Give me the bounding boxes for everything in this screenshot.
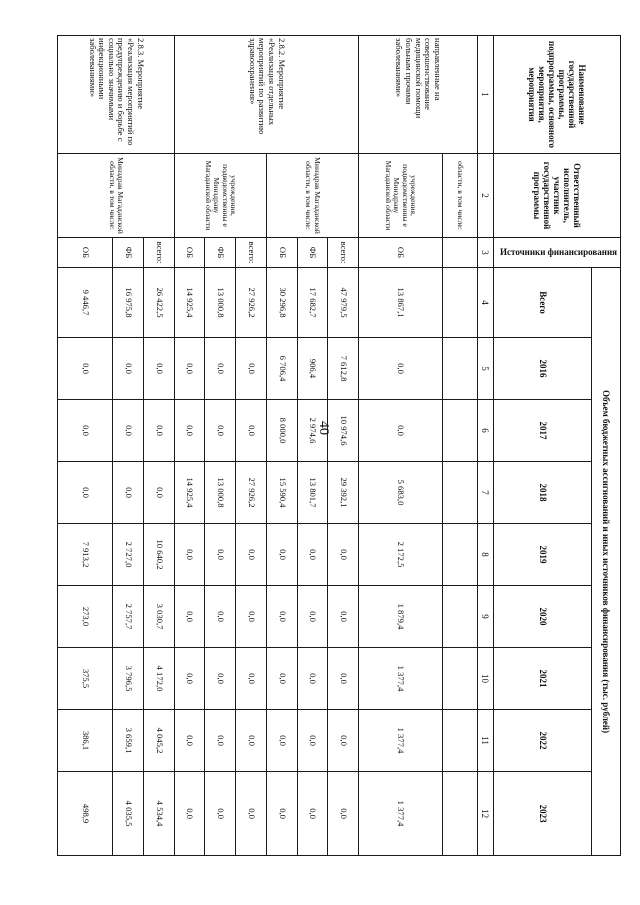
program-name-cell: направленные на совершенствование медицинской помощи больным прочими заболеваниями» [358,36,477,154]
table-row [236,36,267,856]
year-value-cell: 4 035,5 [113,772,144,856]
source-cell: ОБ [58,238,113,268]
column-number: 8 [477,524,493,586]
year-value-cell: 0,0 [174,710,205,772]
year-value-cell: 7 612,8 [328,338,359,400]
table-row [328,36,359,856]
year-value-cell: 0,0 [266,524,297,586]
year-value-cell: 273,0 [58,586,113,648]
executor-cell: учреждения, подведомственны е Минздраву Магаданской области [174,154,266,238]
year-value-cell: 13 000,8 [205,462,236,524]
header-budget-group: Объем бюджетных ассигнований и иных источников финансирования (тыс. рублей) [592,268,621,856]
year-value-cell: 0,0 [328,710,359,772]
year-value-cell: 0,0 [266,648,297,710]
year-value-cell: 0,0 [236,772,267,856]
year-value-cell: 0,0 [205,772,236,856]
year-value-cell: 0,0 [266,710,297,772]
rotated-page-content [57,35,621,855]
year-value-cell: 0,0 [205,648,236,710]
year-value-cell: 0,0 [174,338,205,400]
table-row [442,36,477,856]
year-value-cell: 0,0 [297,586,328,648]
year-value-cell: 5 683,0 [358,462,442,524]
year-value-cell: 8 000,0 [266,400,297,462]
year-value-cell: 0,0 [174,400,205,462]
column-number: 9 [477,586,493,648]
year-value-cell: 0,0 [205,524,236,586]
year-value-cell: 0,0 [297,524,328,586]
year-value-cell [442,462,477,524]
source-cell: всего: [328,238,359,268]
header-executor: Ответственный исполнитель, участник государственной программы [494,154,621,238]
year-value-cell [442,524,477,586]
year-value-cell: 0,0 [144,338,175,400]
year-value-cell [442,586,477,648]
column-number: 3 [477,238,493,268]
year-value-cell: 27 926,2 [236,462,267,524]
year-value-cell: 0,0 [205,400,236,462]
year-value-cell: 7 913,2 [58,524,113,586]
header-total: Всего [494,268,592,338]
year-value-cell: 29 392,1 [328,462,359,524]
source-cell: ОБ [358,238,442,268]
source-cell: ОБ [174,238,205,268]
year-value-cell: 1 879,4 [358,586,442,648]
year-value-cell: 0,0 [328,586,359,648]
executor-cell: Минздрав Магаданской области, в том числе: [58,154,175,238]
header-year: 2018 [494,462,592,524]
year-value-cell: 3 030,7 [144,586,175,648]
year-value-cell: 4 172,0 [144,648,175,710]
year-value-cell: 3 796,5 [113,648,144,710]
year-value-cell: 0,0 [113,400,144,462]
year-value-cell: 0,0 [328,772,359,856]
total-value-cell: 30 296,8 [266,268,297,338]
year-value-cell: 0,0 [236,524,267,586]
year-value-cell: 3 659,1 [113,710,144,772]
total-value-cell: 13 867,1 [358,268,442,338]
year-value-cell: 0,0 [205,338,236,400]
source-cell: ФБ [205,238,236,268]
year-value-cell: 0,0 [236,400,267,462]
year-value-cell: 0,0 [297,772,328,856]
year-value-cell: 0,0 [236,586,267,648]
year-value-cell [442,400,477,462]
year-value-cell: 0,0 [58,400,113,462]
year-value-cell: 0,0 [205,710,236,772]
year-value-cell: 0,0 [358,400,442,462]
year-value-cell: 14 925,4 [174,462,205,524]
source-cell: всего: [144,238,175,268]
year-value-cell: 6 706,4 [266,338,297,400]
year-value-cell: 1 377,4 [358,648,442,710]
column-number: 2 [477,154,493,238]
table-row [144,36,175,856]
header-year: 2023 [494,772,592,856]
year-value-cell: 0,0 [174,586,205,648]
column-number: 6 [477,400,493,462]
source-cell: ОБ [266,238,297,268]
year-value-cell: 0,0 [236,338,267,400]
page-number: 40 [316,421,331,435]
year-value-cell: 906,4 [297,338,328,400]
year-value-cell [442,338,477,400]
header-source [494,238,621,268]
executor-cell: области, в том числе: [442,154,477,238]
year-value-cell [442,772,477,856]
year-value-cell: 0,0 [205,586,236,648]
year-value-cell: 0,0 [174,524,205,586]
total-value-cell: 26 422,5 [144,268,175,338]
source-cell: ФБ [113,238,144,268]
year-value-cell: 2 172,5 [358,524,442,586]
year-value-cell: 4 045,2 [144,710,175,772]
year-value-cell: 10 974,6 [328,400,359,462]
header-year: 2021 [494,648,592,710]
year-value-cell: 0,0 [174,772,205,856]
year-value-cell: 0,0 [297,710,328,772]
year-value-cell: 498,9 [58,772,113,856]
program-name-cell: 2.8.3. Мероприятие «Реализация мероприятий по предупреждению и борьбе с социально значимыми инфекционными заболеваниями» [58,36,175,154]
source-cell: всего: [236,238,267,268]
year-value-cell: 13 801,7 [297,462,328,524]
year-value-cell: 0,0 [266,586,297,648]
year-value-cell: 1 377,4 [358,772,442,856]
year-value-cell: 1 377,4 [358,710,442,772]
header-year: 2017 [494,400,592,462]
header-row-group [592,36,621,856]
column-number-row [477,36,493,856]
column-number: 12 [477,772,493,856]
executor-cell: Минздрав Магаданской области, в том числе: [266,154,358,238]
column-number: 1 [477,36,493,154]
table-body [58,36,478,856]
column-number: 11 [477,710,493,772]
year-value-cell: 0,0 [174,648,205,710]
year-value-cell: 0,0 [113,338,144,400]
total-value-cell: 14 925,4 [174,268,205,338]
year-value-cell: 0,0 [58,462,113,524]
year-value-cell: 0,0 [113,462,144,524]
year-value-cell: 2 727,0 [113,524,144,586]
total-value-cell: 27 926,2 [236,268,267,338]
program-name-cell: 2.8.2. Мероприятие «Реализация отдельных мероприятий по развитию здравоохранения» [174,36,358,154]
total-value-cell [442,268,477,338]
year-value-cell: 10 640,2 [144,524,175,586]
total-value-cell: 16 975,8 [113,268,144,338]
year-value-cell: 2 974,6 [297,400,328,462]
column-number: 4 [477,268,493,338]
source-cell [442,238,477,268]
year-value-cell: 0,0 [144,400,175,462]
year-value-cell: 0,0 [328,648,359,710]
year-value-cell: 0,0 [328,524,359,586]
column-number: 5 [477,338,493,400]
year-value-cell: 0,0 [144,462,175,524]
year-value-cell: 4 534,4 [144,772,175,856]
total-value-cell: 13 000,8 [205,268,236,338]
year-value-cell: 0,0 [236,710,267,772]
column-number: 10 [477,648,493,710]
financing-table [57,35,621,856]
year-value-cell: 0,0 [266,772,297,856]
year-value-cell [442,648,477,710]
column-number: 7 [477,462,493,524]
year-value-cell: 375,5 [58,648,113,710]
year-value-cell: 15 590,4 [266,462,297,524]
header-name: Наименование государственной программы, подпрограммы, основного мероприятия, мероприятия [494,36,621,154]
year-value-cell: 0,0 [58,338,113,400]
year-value-cell: 2 757,7 [113,586,144,648]
year-value-cell [442,710,477,772]
year-value-cell: 0,0 [236,648,267,710]
header-year: 2019 [494,524,592,586]
year-value-cell: 0,0 [358,338,442,400]
header-year: 2022 [494,710,592,772]
header-year: 2016 [494,338,592,400]
source-cell: ФБ [297,238,328,268]
table-row [358,36,442,856]
year-value-cell: 0,0 [297,648,328,710]
total-value-cell: 47 979,5 [328,268,359,338]
year-value-cell: 386,1 [58,710,113,772]
header-year: 2020 [494,586,592,648]
total-value-cell: 9 446,7 [58,268,113,338]
header-source-text: Источники финансирования [499,247,617,258]
total-value-cell: 17 682,7 [297,268,328,338]
executor-cell: учреждения, подведомственны е Минздраву Магаданской области [358,154,442,238]
